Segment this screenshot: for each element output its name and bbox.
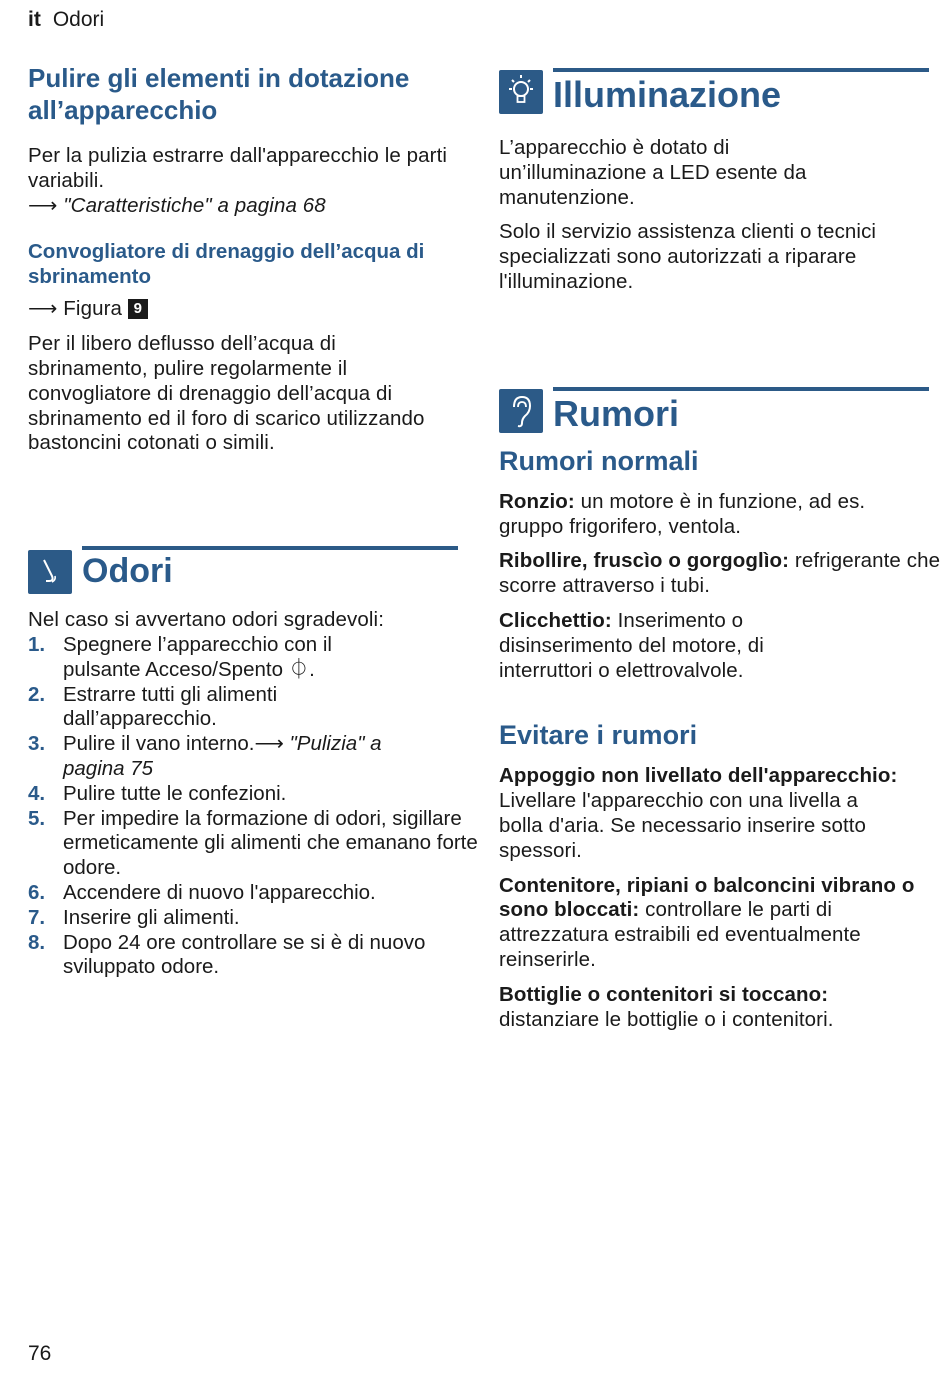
left-column [28,62,478,980]
illum-paragraph-2: Solo il servizio assistenza clienti o tecnici specializzati sono autorizzati a riparare l'illuminazione. [499,220,877,293]
odori-section-header [28,546,458,602]
header-section: Odori [52,8,105,31]
evitare-rumori-title: Evitare i rumori [499,720,698,751]
noise-item: Ronzio: un motore è in funzione, ad es. gruppo frigorifero, ventola. [499,489,866,538]
clean-accessories-text: Per la pulizia estrarre dall'apparecchio le parti variabili. [28,144,448,192]
rumori-normali-title: Rumori normali [499,445,699,476]
noise-item: Ribollire, fruscìo o gorgoglìo: refrigerante che scorre attraverso i tubi. [499,549,941,598]
list-item: 3. Pulire il vano interno.⟶ "Pulizia" a pagina 75 [28,732,382,780]
arrow-right-icon: ⟶ [28,193,58,217]
section-rule [553,387,929,391]
clean-accessories-ref[interactable] [28,194,458,219]
language-code: it [28,8,41,31]
rumori-section-header [499,387,929,445]
drain-figure-ref[interactable] [28,297,458,322]
list-item: 7. Inserire gli alimenti. [28,905,240,929]
page-header [28,8,104,32]
section-rule [553,68,929,72]
list-item: 6. Accendere di nuovo l'apparecchio. [28,880,376,904]
avoid-item: Contenitore, ripiani o balconcini vibrano o sono bloccati: controllare le parti di attrezzatura estraibili ed eventualmente reinserirle. [499,873,915,971]
illuminazione-title: Illuminazione [553,74,782,115]
ref-link[interactable]: "Pulizia" a pagina 75 [63,732,382,780]
list-item: 1. Spegnere l’apparecchio con il pulsante Acceso/Spento ⏀. [28,632,332,681]
noise-item: Clicchettio: Inserimento o disinserimento del motore, di interruttori o elettrovalvole. [499,608,764,682]
list-item: 5. Per impedire la formazione di odori, sigillare ermeticamente gli alimenti che emanano forte odore. [28,806,478,880]
illum-paragraph-1: L’apparecchio è dotato di un’illuminazione a LED esente da manutenzione. [499,136,807,209]
ref-link[interactable]: "Caratteristiche" a pagina 68 [63,193,326,217]
list-item: 4. Pulire tutte le confezioni. [28,781,287,805]
ear-icon [499,389,543,433]
figure-number-badge: 9 [128,299,148,319]
rumori-title: Rumori [553,392,679,434]
lightbulb-icon [499,70,543,114]
avoid-item: Bottiglie o contenitori si toccano: distanziare le bottiglie o i contenitori. [499,982,834,1031]
page-number: 76 [28,1342,52,1365]
list-item: 8. Dopo 24 ore controllare se si è di nuovo sviluppato odore. [28,930,426,979]
right-column [499,68,941,1032]
arrow-right-icon: ⟶ [254,732,284,756]
arrow-right-icon: ⟶ [28,297,58,321]
odori-intro: Nel caso si avvertano odori sgradevoli: [28,608,384,632]
illuminazione-section-header [499,68,929,120]
avoid-item: Appoggio non livellato dell'apparecchio: Livellare l'apparecchio con una livella a bolla d'aria. Se necessario inserire sotto spessori. [499,764,898,862]
nose-icon [28,550,72,594]
list-item: 2. Estrarre tutti gli alimenti dall’apparecchio. [28,682,278,731]
drain-text: Per il libero deflusso dell’acqua di sbrinamento, pulire regolarmente il convogliatore di drenaggio dell’acqua di sbrinamento ed il foro di scarico utilizzando bastoncini cotonati o simili. [28,332,425,455]
clean-accessories-title: Pulire gli elementi in dotazione all’apparecchio [28,63,410,125]
odori-steps [28,632,478,980]
drain-title: Convogliatore di drenaggio dell’acqua di sbrinamento [28,240,425,289]
odori-title: Odori [82,552,173,591]
figure-label: Figura [63,297,123,321]
